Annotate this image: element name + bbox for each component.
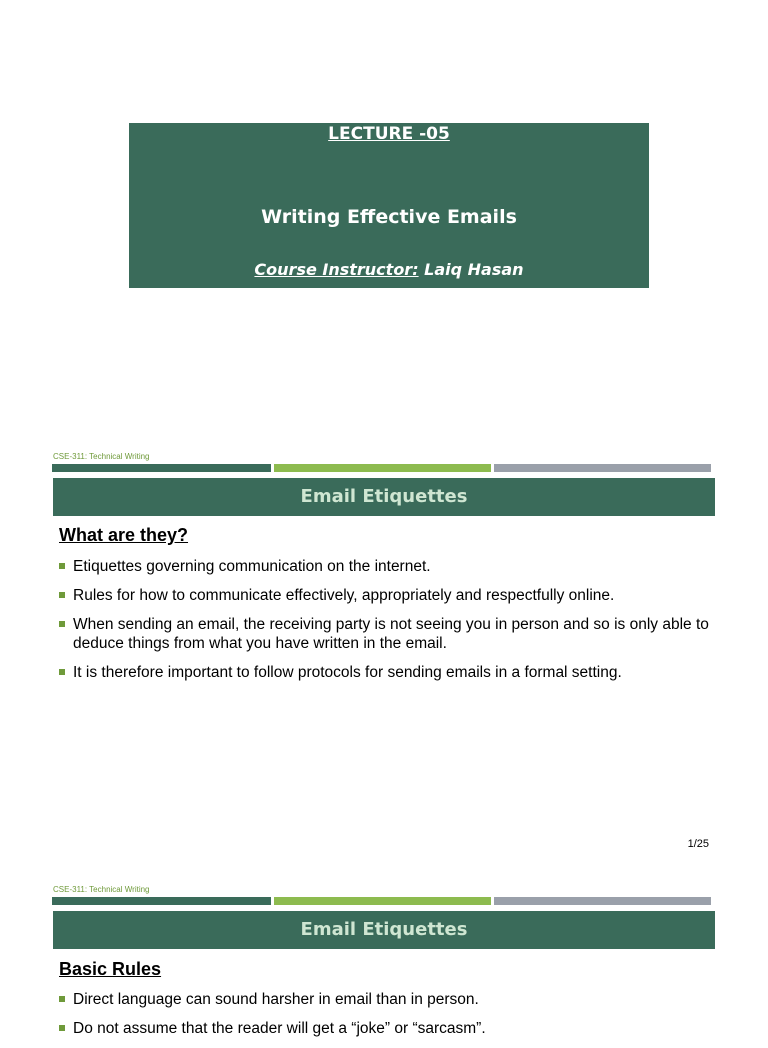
list-item: Rules for how to communicate effectively, appropriately and respectfully online. bbox=[59, 586, 719, 605]
bullet-icon bbox=[59, 996, 65, 1002]
slide-title: Email Etiquettes bbox=[53, 478, 715, 516]
bullet-icon bbox=[59, 669, 65, 675]
slide-title: Email Etiquettes bbox=[53, 911, 715, 949]
header-bar-dark bbox=[52, 464, 271, 472]
title-slide bbox=[129, 123, 649, 288]
bullet-list bbox=[59, 557, 719, 692]
page-number: 1/25 bbox=[687, 838, 709, 850]
header-bar-green bbox=[274, 464, 491, 472]
lecture-number: LECTURE -05 bbox=[328, 124, 450, 144]
instructor-line bbox=[129, 260, 649, 280]
bullet-icon bbox=[59, 563, 65, 569]
header-bar-green bbox=[274, 897, 491, 905]
section-heading: What are they? bbox=[59, 525, 189, 545]
instructor-label: Course Instructor: bbox=[254, 260, 419, 279]
lecture-title: Writing Effective Emails bbox=[261, 206, 517, 228]
list-item: It is therefore important to follow protocols for sending emails in a formal setting. bbox=[59, 663, 719, 682]
bullet-icon bbox=[59, 621, 65, 627]
header-bar-dark bbox=[52, 897, 271, 905]
list-item: Etiquettes governing communication on the internet. bbox=[59, 557, 719, 576]
bullet-list bbox=[59, 990, 719, 1048]
instructor-name: Laiq Hasan bbox=[418, 260, 524, 279]
bullet-icon bbox=[59, 592, 65, 598]
course-label: CSE-311: Technical Writing bbox=[53, 452, 150, 461]
header-bar-gray bbox=[494, 897, 711, 905]
course-label: CSE-311: Technical Writing bbox=[53, 885, 150, 894]
header-bar-gray bbox=[494, 464, 711, 472]
list-item: When sending an email, the receiving party is not seeing you in person and so is only able to deduce things from what you have written in the email. bbox=[59, 615, 719, 653]
list-item: Direct language can sound harsher in email than in person. bbox=[59, 990, 719, 1009]
list-item: Do not assume that the reader will get a “joke” or “sarcasm”. bbox=[59, 1019, 719, 1038]
bullet-icon bbox=[59, 1025, 65, 1031]
section-heading: Basic Rules bbox=[59, 959, 162, 979]
